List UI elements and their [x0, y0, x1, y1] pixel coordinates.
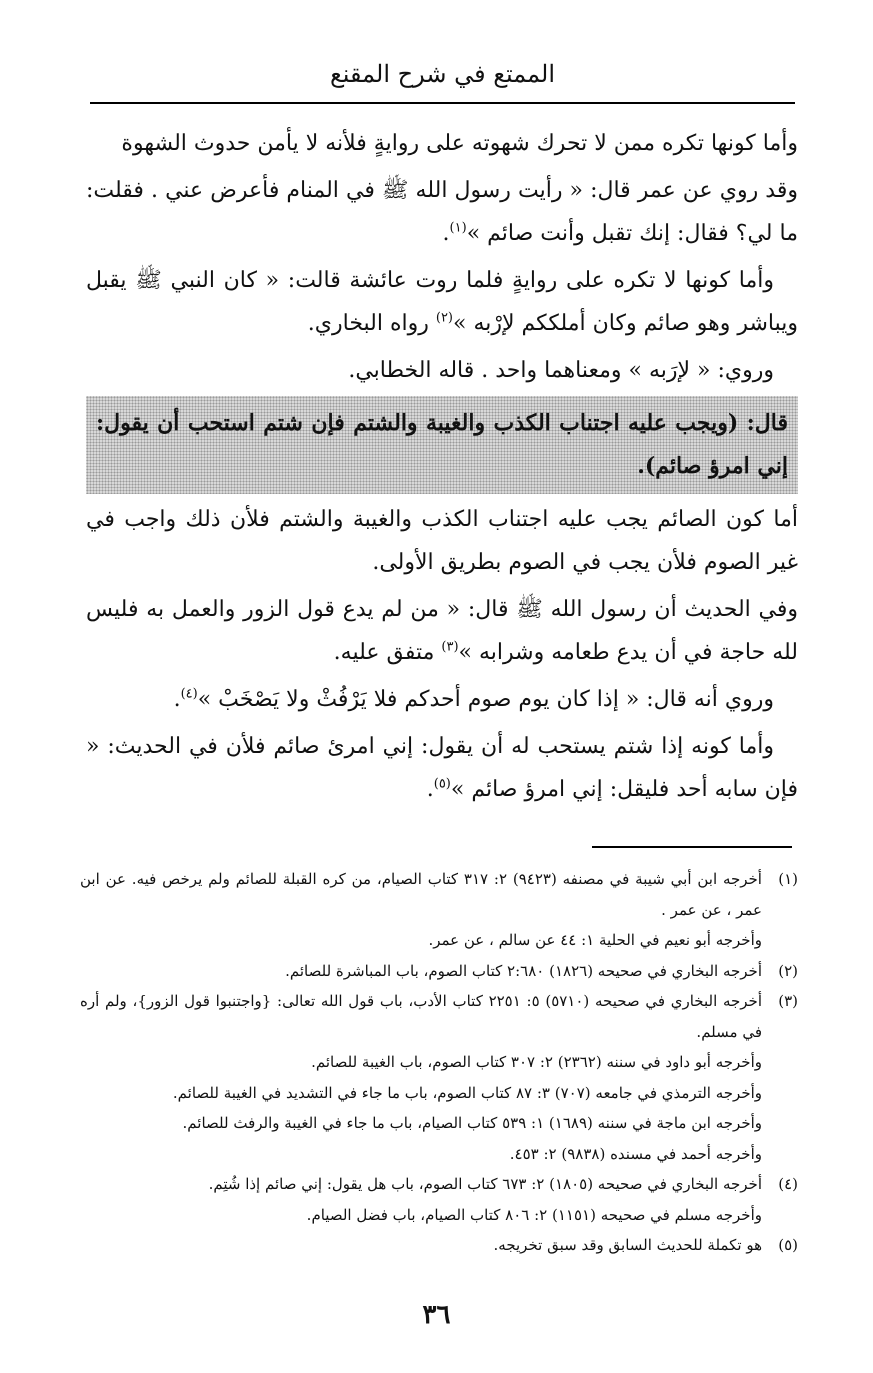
footnotes — [80, 864, 798, 1261]
running-header — [90, 52, 795, 104]
footnote-text: وأخرجه أحمد في مسنده (٩٨٣٨) ٢: ٤٥٣. — [509, 1144, 762, 1163]
paragraph-rafath-hadith: وروي أنه قال: « إذا كان يوم صوم أحدكم فلا يَرْفُثْ ولا يَصْخَبْ »$^{(٤)}$. — [173, 686, 774, 712]
footnote-3-extra — [80, 1108, 798, 1139]
footnote-text: وأخرجه الترمذي في جامعه (٧٠٧) ٣: ٨٧ كتاب الصوم، باب ما جاء في التشديد في الغيبة للصائم. — [172, 1083, 762, 1102]
footnote-number: (١) — [778, 870, 798, 888]
footnote-separator — [592, 846, 792, 848]
footnote-ref[interactable]: (٤) — [180, 686, 198, 702]
book-title: الممتع في شرح المقنع — [330, 60, 555, 88]
paragraph-text: متفق عليه. — [333, 640, 442, 665]
footnote-number: (٢) — [778, 961, 798, 980]
footnote-ref[interactable]: (٥) — [433, 776, 451, 792]
footnote-3-extra — [80, 1078, 798, 1109]
footnote-4-extra — [80, 1200, 798, 1231]
footnote-text: وأخرجه ابن ماجة في سننه (١٦٨٩) ١: ٥٣٩ كتاب الصيام، باب ما جاء في الغيبة والرفث للصائم. — [182, 1114, 762, 1132]
paragraph-text: وأما كونها لا تكره على روايةٍ فلما روت عائشة قالت: « كان النبي ﷺ يقبل ويباشر وهو صائم وكان أملككم لإرْبه » — [86, 268, 798, 336]
main-text — [86, 122, 798, 815]
footnote-text: وأخرجه أبو نعيم في الحلية ١: ٤٤ عن سالم ، عن عمر. — [428, 931, 762, 949]
footnote-text: هو تكملة للحديث السابق وقد سبق تخريجه. — [493, 1236, 762, 1254]
paragraph-no-desire — [86, 122, 798, 165]
paragraph-text: وفي الحديث أن رسول الله ﷺ قال: « من لم يدع قول الزور والعمل به فليس لله حاجة في أن يدع طعامه وشرابه » — [86, 597, 798, 665]
footnote-1 — [80, 864, 798, 925]
footnote-text: أخرجه البخاري في صحيحه (١٨٠٥) ٢: ٦٧٣ كتاب الصوم، باب هل يقول: إني صائم إذا شُتِم. — [208, 1175, 762, 1193]
paragraph-text: أما كون الصائم يجب عليه اجتناب الكذب والغيبة والشتم فلأن ذلك واجب في غير الصوم فلأن يجب في الصوم بطريق الأولى. — [86, 507, 798, 575]
page-number: ٣٦ — [422, 1300, 451, 1330]
footnote-number: (٤) — [778, 1175, 798, 1193]
footnote-text: وأخرجه مسلم في صحيحه (١١٥١) ٢: ٨٠٦ كتاب الصيام، باب فضل الصيام. — [306, 1205, 762, 1224]
paragraph-false-speech-hadith — [86, 588, 798, 674]
footnote-text: أخرجه البخاري في صحيحه (٥٧١٠) ٥: ٢٢٥١ كتاب الأدب، باب قول الله تعالى: {واجتنبوا قول الزور}، ولم أره في مسلم. — [80, 992, 762, 1041]
footnote-3 — [80, 986, 798, 1047]
paragraph-aisha-narration — [86, 259, 798, 345]
footnote-3-extra — [80, 1139, 798, 1170]
paragraph-umar-narration: وقد روي عن عمر قال: « رأيت رسول الله ﷺ في المنام فأعرض عني . فقلت: ما لي؟ فقال: إنك تقبل وأنت صائم »$^{(١)}$. — [86, 178, 798, 246]
paragraph-text: وروي: « لإرَبه » ومعناهما واحد . قاله الخطابي. — [348, 358, 774, 383]
footnote-2 — [80, 956, 798, 987]
footnote-text: أخرجه البخاري في صحيحه (١٨٢٦) ٢:٦٨٠ كتاب الصوم، باب المباشرة للصائم. — [285, 961, 762, 980]
matn-text: قال: (ويجب عليه اجتناب الكذب والغيبة والشتم فإن شتم استحب أن يقول: إني امرؤ صائم). — [96, 410, 788, 479]
paragraph-say-fasting: وأما كونه إذا شتم يستحب له أن يقول: إني امرئ صائم فلأن في الحديث: « فإن سابه أحد فليقل: إني امرؤ صائم »$^{(٥)}$. — [86, 734, 798, 802]
footnote-ref[interactable]: (٢) — [435, 310, 453, 326]
footnote-3-extra — [80, 1047, 798, 1078]
paragraph-text: وأما كونها تكره ممن لا تحرك شهوته على روايةٍ فلأنه لا يأمن حدوث الشهوة — [121, 131, 798, 156]
paragraph-khattabi — [86, 349, 798, 392]
footnote-text: وأخرجه أبو داود في سننه (٢٣٦٢) ٢: ٣٠٧ كتاب الصوم، باب الغيبة للصائم. — [311, 1053, 762, 1071]
footnote-number: (٥) — [778, 1236, 798, 1254]
footnote-number: (٣) — [778, 992, 798, 1010]
footnote-5 — [80, 1230, 798, 1261]
footnote-ref[interactable]: (٣) — [441, 639, 459, 655]
paragraph-text: وروي أنه قال: « إذا كان يوم صوم أحدكم فلا يَرْفُثْ ولا يَصْخَبْ » — [197, 687, 774, 712]
paragraph-text: وأما كونه إذا شتم يستحب له أن يقول: إني امرئ صائم فلأن في الحديث: « فإن سابه أحد فليقل: إني امرؤ صائم » — [86, 734, 798, 802]
footnote-text: أخرجه ابن أبي شيبة في مصنفه (٩٤٢٣) ٢: ٣١٧ كتاب الصيام، من كره القبلة للصائم ولم يرخص فيه. عن ابن عمر ، عن عمر . — [80, 870, 762, 919]
footnote-4 — [80, 1169, 798, 1200]
matn-highlight — [86, 396, 798, 494]
paragraph-text: وقد روي عن عمر قال: « رأيت رسول الله ﷺ في المنام فأعرض عني . فقلت: ما لي؟ فقال: إنك تقبل وأنت صائم » — [86, 178, 798, 246]
paragraph-avoid-lying — [86, 498, 798, 584]
footnote-ref[interactable]: (١) — [449, 220, 467, 236]
footnote-1-extra — [80, 925, 798, 956]
paragraph-text: رواه البخاري. — [307, 311, 436, 336]
